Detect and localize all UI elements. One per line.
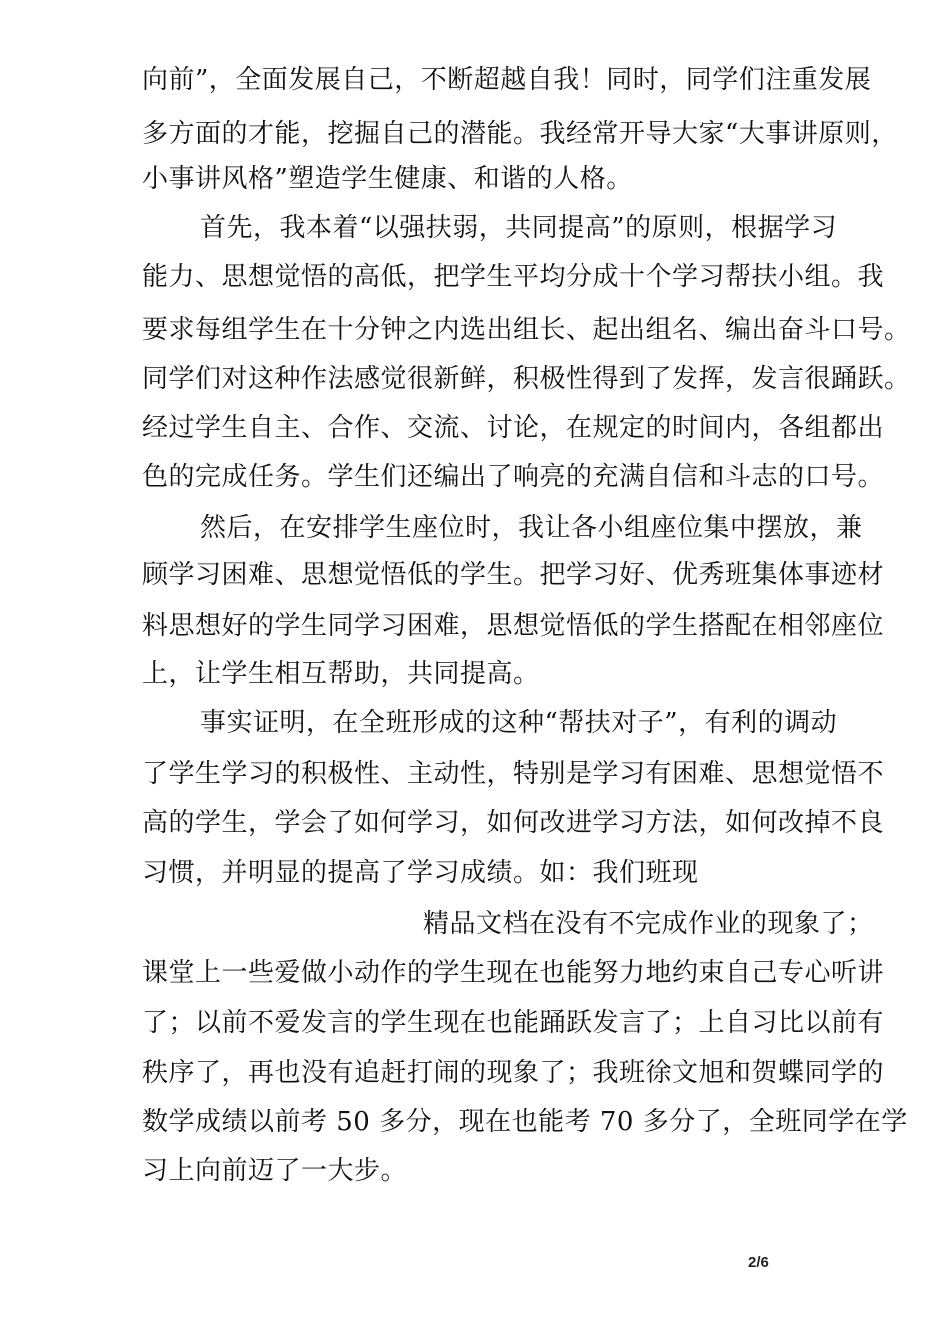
text-line: 经过学生自主、合作、交流、讨论，在规定的时间内，各组都出 [142,413,885,443]
paragraph-start-line: 事实证明，在全班形成的这种“帮扶对子”，有利的调动 [200,708,838,738]
text-line: 向前”，全面发展自己，不断超越自我！同时，同学们注重发展 [142,65,872,95]
text-line: 小事讲风格”塑造学生健康、和谐的人格。 [142,164,633,194]
text-line: 习惯，并明显的提高了学习成绩。如：我们班现 [142,858,699,888]
page-number: 2/6 [748,1254,769,1271]
text-line: 上，让学生相互帮助，共同提高。 [142,659,540,689]
text-line: 色的完成任务。学生们还编出了响亮的充满自信和斗志的口号。 [142,462,885,492]
text-line: 课堂上一些爱做小动作的学生现在也能努力地约束自己专心听讲 [142,958,885,988]
text-line: 数学成绩以前考 50 多分，现在也能考 70 多分了，全班同学在学 [142,1107,908,1137]
text-line: 顾学习困难、思想觉悟低的学生。把学习好、优秀班集体事迹材 [142,560,885,590]
paragraph-start-line: 首先，我本着“以强扶弱，共同提高”的原则，根据学习 [200,213,838,243]
text-line: 同学们对这种作法感觉很新鲜，积极性得到了发挥，发言很踊跃。 [142,364,911,394]
text-line: 高的学生，学会了如何学习，如何改进学习方法，如何改掉不良 [142,808,885,838]
text-line: 能力、思想觉悟的高低，把学生平均分成十个学习帮扶小组。我 [142,262,885,292]
text-line: 秩序了，再也没有追赶打闹的现象了；我班徐文旭和贺蝶同学的 [142,1058,885,1088]
text-line: 习上向前迈了一大步。 [142,1156,408,1186]
text-line: 料思想好的学生同学习困难，思想觉悟低的学生搭配在相邻座位 [142,611,885,641]
text-line: 了学生学习的积极性、主动性，特别是学习有困难、思想觉悟不 [142,759,885,789]
text-line-continued: 精品文档在没有不完成作业的现象了； [423,909,874,939]
text-line: 多方面的才能，挖掘自己的潜能。我经常开导大家“大事讲原则， [142,119,898,149]
text-line: 了；以前不爱发言的学生现在也能踊跃发言了；上自习比以前有 [142,1008,885,1038]
text-line: 要求每组学生在十分钟之内选出组长、起出组名、编出奋斗口号。 [142,315,911,345]
paragraph-start-line: 然后，在安排学生座位时，我让各小组座位集中摆放，兼 [200,513,863,543]
